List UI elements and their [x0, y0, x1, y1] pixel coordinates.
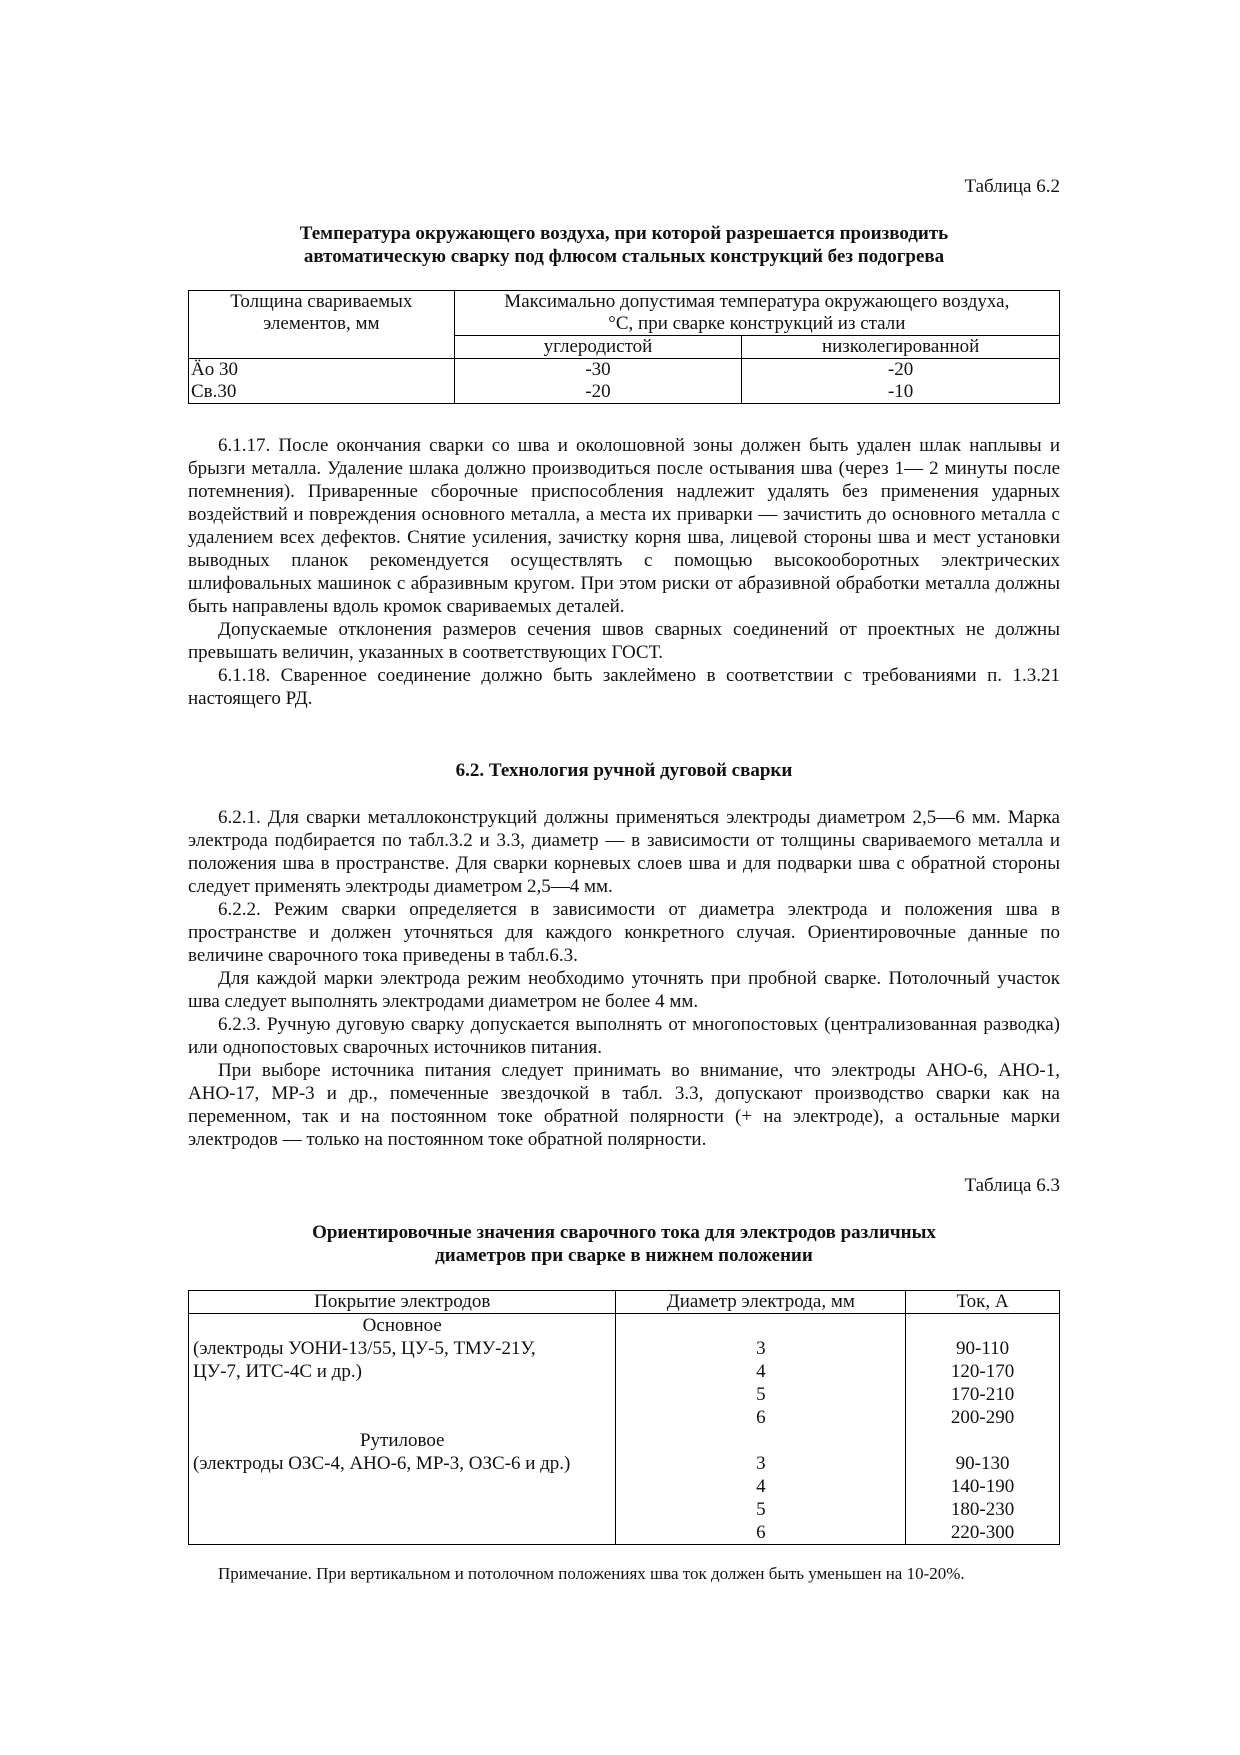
table-6-3 — [188, 1290, 1060, 1545]
coating-desc: (электроды УОНИ-13/55, ЦУ-5, ТМУ-21У, — [193, 1338, 536, 1359]
current-value: 170-210 — [950, 1384, 1015, 1405]
table-6-2-sub-lowalloy: низколегированной — [742, 336, 1060, 359]
diameter-value: 3 — [756, 1453, 766, 1474]
table-6-3-title — [188, 1221, 1060, 1267]
paragraph: 6.1.18. Сваренное соединение должно быть заклеймено в соответствии с требованиями п. 1.3.21 настоящего РД. — [188, 665, 1060, 709]
paragraph: Для каждой марки электрода режим необходимо уточнять при пробной сварке. Потолочный участок шва следует выполнять электродами диаметром не более 4 мм. — [188, 968, 1060, 1012]
table-row-thickness: Св.30 — [189, 381, 455, 404]
coating-desc: (электроды ОЗС-4, АНО-6, МР-3, ОЗС-6 и др.) — [193, 1453, 571, 1474]
table-6-2-sub-carbon: углеродистой — [454, 336, 742, 359]
table-6-2-label: Таблица 6.2 — [964, 176, 1060, 197]
header-text: Толщина свариваемых — [230, 291, 413, 312]
current-value: 220-300 — [950, 1522, 1015, 1543]
diameter-value: 6 — [756, 1407, 766, 1428]
table-6-3-col-current: Ток, А — [906, 1291, 1060, 1314]
diameter-value: 5 — [756, 1499, 766, 1520]
table-note: Примечание. При вертикальном и потолочном положениях шва ток должен быть уменьшен на 10-20%. — [218, 1564, 965, 1583]
coating-desc: ЦУ-7, ИТС-4С и др.) — [193, 1361, 362, 1382]
table-6-2 — [188, 290, 1060, 404]
table-6-3-col-coating: Покрытие электродов — [189, 1291, 616, 1314]
header-text: элементов, мм — [263, 313, 380, 334]
table-6-2-title-line2: автоматическую сварку под флюсом стальных конструкций без подогрева — [303, 246, 945, 267]
diameter-value: 4 — [756, 1361, 766, 1382]
diameter-value: 3 — [756, 1338, 766, 1359]
table-6-2-col-temperature — [454, 291, 1059, 336]
diameter-value: 4 — [756, 1476, 766, 1497]
diameter-cell — [616, 1314, 906, 1545]
coating-cell — [189, 1314, 616, 1545]
table-6-3-label: Таблица 6.3 — [964, 1175, 1060, 1196]
table-6-2-title — [188, 222, 1060, 268]
diameter-value: 5 — [756, 1384, 766, 1405]
current-value: 90-110 — [956, 1338, 1010, 1359]
current-value: 180-230 — [950, 1499, 1015, 1520]
header-text: Максимально допустимая температура окружающего воздуха, — [504, 291, 1010, 312]
paragraph: 6.2.1. Для сварки металлоконструкций должны применяться электроды диаметром 2,5—6 мм. Марка электрода подбирается по табл.3.2 и 3.3, диаметр — в зависимости от толщины свариваемого металла и положения шва в пространстве. Для сварки корневых слоев шва и для подварки шва с обратной стороны следует применять электроды диаметром 2,5—4 мм. — [188, 807, 1060, 897]
paragraphs-6-1 — [188, 434, 1060, 710]
table-6-2-title-line1: Температура окружающего воздуха, при которой разрешается производить — [299, 223, 949, 244]
table-6-3-title-line1: Ориентировочные значения сварочного тока для электродов различных — [312, 1222, 936, 1243]
paragraph: 6.1.17. После окончания сварки со шва и околошовной зоны должен быть удален шлак наплывы и брызги металла. Удаление шлака должно производиться после остывания шва (через 1— 2 минуты после потемнения). Приваренные сборочные приспособления надлежит удалять без применения ударных воздействий и повреждения основного металла, а места их приварки — зачистить до основного металла с удалением всех дефектов. Снятие усиления, зачистку корня шва, лицевой стороны шва и мест установки выводных планок рекомендуется осуществлять с помощью высокооборотных электрических шлифовальных машинок с абразивным кругом. При этом риски от абразивной обработки металла должны быть направлены вдоль кромок свариваемых деталей. — [188, 435, 1060, 617]
header-text: °С, при сварке конструкций из стали — [608, 313, 906, 334]
paragraph: 6.2.2. Режим сварки определяется в зависимости от диаметра электрода и положения шва в пространстве и должен уточняться для каждого конкретного случая. Ориентировочные данные по величине сварочного тока приведены в табл.6.3. — [188, 899, 1060, 966]
table-row-carbon: -20 — [454, 381, 742, 404]
current-value: 90-130 — [955, 1453, 1010, 1474]
table-6-2-col-thickness — [189, 291, 455, 359]
table-row-thickness: Äо 30 — [189, 359, 455, 382]
diameter-value: 6 — [756, 1522, 766, 1543]
paragraph: 6.2.3. Ручную дуговую сварку допускается выполнять от многопостовых (централизованная разводка) или однопостовых сварочных источников питания. — [188, 1014, 1060, 1058]
paragraph: При выборе источника питания следует принимать во внимание, что электроды АНО-6, АНО-1, АНО-17, МР-3 и др., помеченные звездочкой в табл. 3.3, допускают производство сварки как на переменном, так и на постоянном токе обратной полярности (+ на электроде), а остальные марки электродов — только на постоянном токе обратной полярности. — [188, 1060, 1060, 1150]
paragraph: Допускаемые отклонения размеров сечения швов сварных соединений от проектных не должны превышать величин, указанных в соответствующих ГОСТ. — [188, 619, 1060, 663]
section-title: 6.2. Технология ручной дуговой сварки — [455, 760, 793, 781]
table-row-lowalloy: -10 — [742, 381, 1060, 404]
coating-name: Основное — [362, 1315, 442, 1336]
table-6-3-col-diameter: Диаметр электрода, мм — [616, 1291, 906, 1314]
current-value: 200-290 — [950, 1407, 1015, 1428]
table-row-carbon: -30 — [454, 359, 742, 382]
coating-name: Рутиловое — [359, 1430, 445, 1451]
current-value: 120-170 — [950, 1361, 1015, 1382]
current-cell — [906, 1314, 1060, 1545]
table-6-3-title-line2: диаметров при сварке в нижнем положении — [435, 1245, 813, 1266]
table-row-lowalloy: -20 — [742, 359, 1060, 382]
paragraphs-6-2 — [188, 806, 1060, 1151]
current-value: 140-190 — [950, 1476, 1015, 1497]
